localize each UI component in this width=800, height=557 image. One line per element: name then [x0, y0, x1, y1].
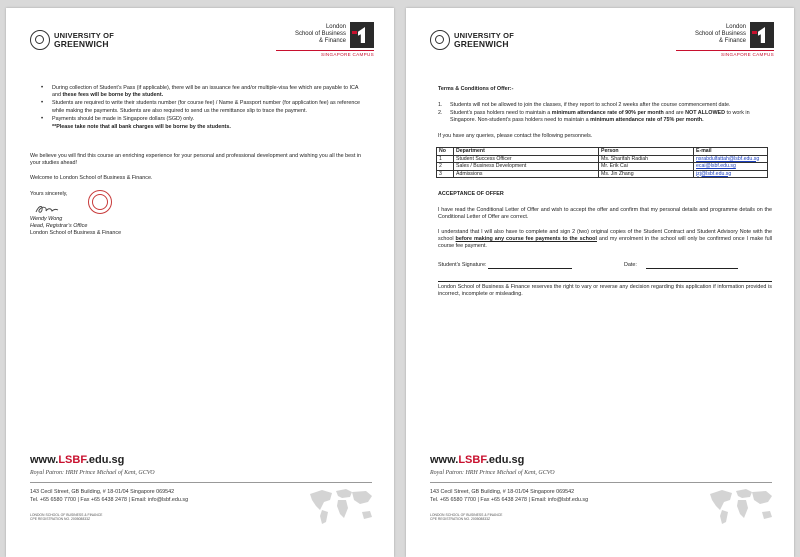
term-text: Students will not be allowed to join the classes, if they report to school 2 weeks after the course commencement date.	[450, 102, 731, 108]
table-cell: Student Success Officer	[454, 155, 599, 163]
signer-name: Wendy Wong	[30, 216, 63, 222]
signer-org: London School of Business & Finance	[30, 230, 122, 236]
table-header-cell: No	[437, 148, 454, 156]
table-header-cell: E-mail	[694, 148, 768, 156]
yours-sincerely: Yours sincerely,	[30, 191, 68, 197]
bullet-text: Students are required to write their students number (for course fee) / Name & Passport number (for application fee) as reference while making the payments. Students are also required to send us the remittance slip to trace the payment.	[52, 100, 361, 114]
world-map-icon	[706, 484, 776, 528]
greenwich-crest-icon	[30, 30, 50, 50]
table-cell: Sales / Business Development	[454, 163, 599, 171]
school-stamp-icon	[88, 190, 112, 214]
world-map-icon	[306, 484, 376, 528]
table-header-row	[437, 148, 768, 156]
website-url	[30, 454, 124, 466]
letter-page-left	[6, 8, 394, 557]
paragraph-text: and my enrolment in the school will only be confirmed once I make full course fee payment.	[438, 236, 772, 250]
lsbf-mark-icon	[750, 22, 774, 48]
uni-line2: GREENWICH	[454, 39, 509, 49]
terms-list	[438, 102, 772, 126]
payment-notes	[30, 85, 368, 131]
disclaimer: London School of Business & Finance reserves the right to vary or reverse any decision regarding this application if information provided is incorrect, incomplete or misleading.	[438, 284, 772, 298]
footer-address: 143 Cecil Street, GB Building, # 18-01/04 Singapore 069542	[30, 489, 175, 495]
table-cell	[694, 170, 768, 178]
date-label: Date:	[624, 262, 637, 268]
understanding-paragraph	[438, 229, 772, 251]
table-cell: Mr. Erik Cai	[599, 163, 694, 171]
term-item	[438, 102, 772, 109]
student-signature-field	[438, 262, 572, 269]
university-of-greenwich-logo	[30, 30, 114, 50]
lsbf-line2: School of Business	[294, 30, 346, 37]
date-field	[624, 262, 738, 269]
lsbf-logo	[695, 22, 774, 48]
signature-line[interactable]	[488, 268, 572, 269]
header-divider	[276, 50, 374, 51]
footer-divider	[430, 482, 772, 483]
table-row	[437, 155, 768, 163]
term-text: and are	[663, 110, 686, 117]
greenwich-crest-icon	[430, 30, 450, 50]
lsbf-line1: London	[325, 24, 346, 30]
lsbf-line3: & Finance	[718, 37, 746, 44]
bullet-text: Payments should be made in Singapore dollars (SGD) only.	[52, 115, 195, 122]
table-cell	[694, 155, 768, 163]
lsbf-line2: School of Business	[694, 30, 746, 37]
www-brand: LSBF	[58, 454, 86, 466]
royal-patron: Royal Patron: HRH Prince Michael of Kent, GCVO	[30, 470, 155, 476]
bullet-item	[30, 85, 368, 99]
term-text: Student’s pass holders need to maintain a	[450, 110, 552, 117]
footer-address-block	[30, 488, 188, 504]
footer-small-line: CPE REGISTRATION NO. 200508833Z	[430, 517, 491, 522]
footer-small-line: CPE REGISTRATION NO. 200508833Z	[30, 517, 91, 522]
queries-line: If you have any queries, please contact the following personnels.	[438, 133, 593, 139]
terms-title: Terms & Conditions of Offer:-	[438, 86, 514, 92]
contacts-table	[436, 147, 768, 178]
uni-line1: UNIVERSITY OF	[54, 31, 114, 40]
footer-address: 143 Cecil Street, GB Building, # 18-01/04 Singapore 069542	[430, 489, 575, 495]
footer-address-block	[430, 488, 588, 504]
lsbf-line1: London	[725, 24, 746, 30]
table-cell	[694, 163, 768, 171]
www-prefix: www.	[30, 454, 59, 466]
footer-small-line: LONDON SCHOOL OF BUSINESS & FINANCE	[430, 513, 503, 517]
term-item	[438, 110, 772, 124]
table-cell: Ms. Sharifah Radiah	[599, 155, 694, 163]
table-cell: Ms. Jin Zhang	[599, 170, 694, 178]
term-number: 2.	[438, 110, 443, 117]
header-divider	[676, 50, 774, 51]
footer-divider	[30, 482, 372, 483]
www-suffix: .edu.sg	[485, 454, 525, 466]
lsbf-line3: & Finance	[318, 37, 346, 44]
paragraph-text: I understand that I will also have to complete and sign 2 (two) original copies of the Student Contract and Student Advisory Note with the school	[438, 229, 772, 243]
signature-scribble	[34, 203, 60, 215]
signer-block	[30, 216, 121, 237]
www-prefix: www.	[430, 454, 459, 466]
table-cell: 1	[437, 155, 454, 163]
footer-registration	[430, 513, 502, 522]
table-cell: 3	[437, 170, 454, 178]
acceptance-title: ACCEPTANCE OF OFFER	[438, 191, 504, 197]
table-header-cell: Person	[599, 148, 694, 156]
table-cell: 2	[437, 163, 454, 171]
signature-label: Student’s Signature:	[438, 262, 487, 268]
uni-line2: GREENWICH	[54, 39, 109, 49]
lsbf-mark-icon	[350, 22, 374, 48]
bullet-text: During collection of Student’s Pass (if applicable), there will be an issuance fee and/or multiple-visa fee which are payable to ICA and	[52, 85, 359, 99]
website-url	[430, 454, 524, 466]
term-text: to work in Singapore. Non-student’s pass holders need to maintain a	[450, 110, 750, 124]
welcome-line: Welcome to London School of Business & Finance.	[30, 175, 153, 181]
campus-label: SINGAPORE CAMPUS	[320, 52, 374, 57]
signer-title: Head, Registrar’s Office	[30, 223, 88, 229]
www-brand: LSBF	[458, 454, 486, 466]
bullet-bold-text: these fees will be borne by the student.	[62, 92, 164, 99]
royal-patron: Royal Patron: HRH Prince Michael of Kent, GCVO	[430, 470, 555, 476]
letter-page-right	[406, 8, 794, 557]
footer-small-line: LONDON SCHOOL OF BUSINESS & FINANCE	[30, 513, 103, 517]
bullet-item	[30, 100, 368, 114]
table-row	[437, 163, 768, 171]
email-link[interactable]: ecai@lsbf.edu.sg	[696, 163, 736, 169]
www-suffix: .edu.sg	[85, 454, 125, 466]
footer-contact: Tel. +65 6580 7700 | Fax +65 6438 2478 | Email: info@lsbf.edu.sg	[30, 497, 189, 504]
university-of-greenwich-logo	[430, 30, 514, 50]
bank-charges-note: **Please take note that all bank charges will be borne by the students.	[52, 124, 231, 131]
email-link[interactable]: jzj@lsbf.edu.sg	[696, 170, 732, 177]
table-header-cell: Department	[454, 148, 599, 156]
closing-paragraph: We believe you will find this course an enriching experience for your personal and professional development and wishing you all the best in your studies ahead!	[30, 153, 362, 167]
lsbf-logo	[295, 22, 374, 48]
term-bold-text: minimum attendance rate of 90% per month	[551, 110, 664, 117]
email-link[interactable]: nsrabdulfattah@lsbf.edu.sg	[696, 155, 760, 162]
term-bold-text: minimum attendance rate of 75% per month.	[590, 117, 704, 124]
bullet-item	[30, 116, 368, 123]
campus-label: SINGAPORE CAMPUS	[720, 52, 774, 57]
date-line[interactable]	[646, 268, 738, 269]
disclaimer-divider	[438, 281, 772, 282]
term-bold-text: NOT ALLOWED	[685, 110, 726, 117]
term-number: 1.	[438, 102, 443, 108]
footer-registration	[30, 513, 102, 522]
footer-contact: Tel. +65 6580 7700 | Fax +65 6438 2478 | Email: info@lsbf.edu.sg	[430, 497, 589, 504]
table-cell: Admissions	[454, 170, 599, 178]
acceptance-paragraph: I have read the Conditional Letter of Offer and wish to accept the offer and confirm that my personal details and programme details on the Conditional Letter of Offer are correct.	[438, 207, 772, 221]
paragraph-underlined-text: before making any course fee payments to the school	[455, 236, 597, 243]
table-row	[437, 170, 768, 178]
uni-line1: UNIVERSITY OF	[454, 31, 514, 40]
